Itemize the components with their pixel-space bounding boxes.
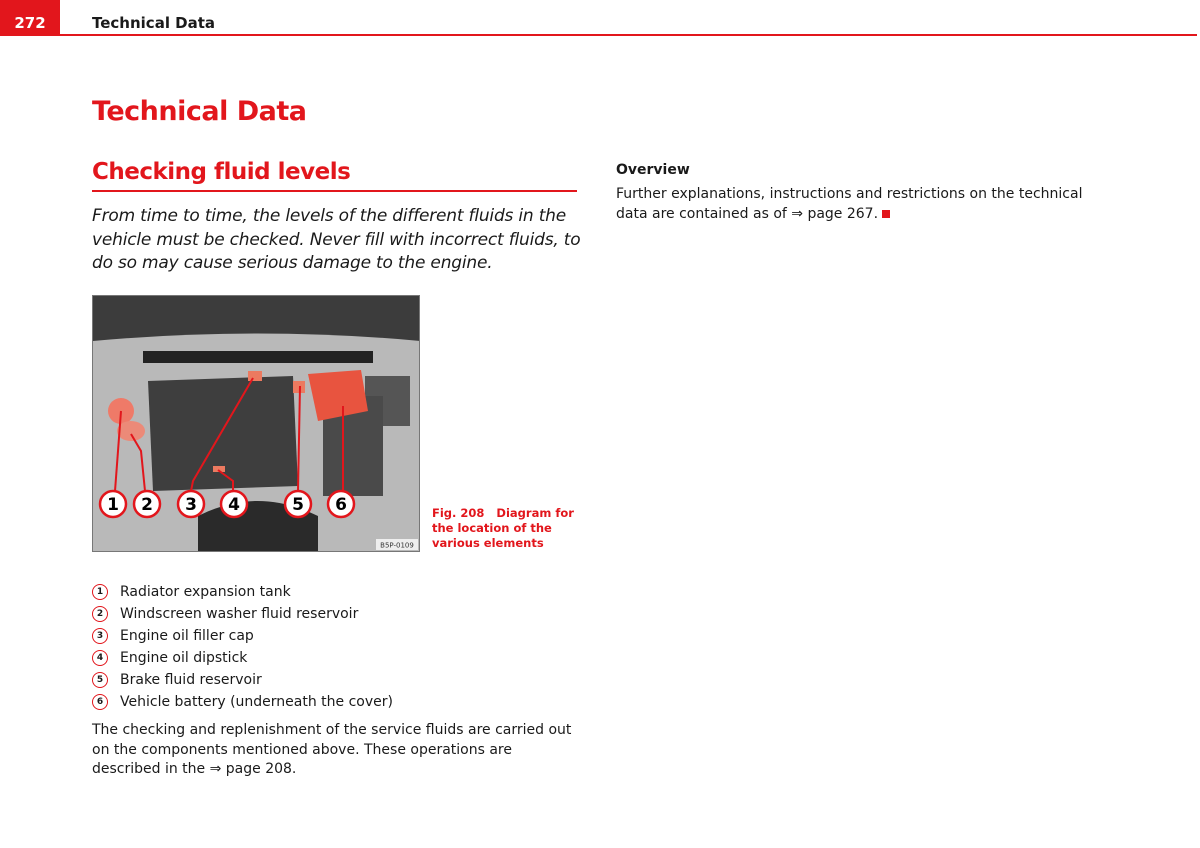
- overview-heading: Overview: [616, 162, 690, 178]
- list-item: [92, 625, 393, 647]
- number-badge: 4: [92, 650, 108, 666]
- number-badge: 2: [92, 606, 108, 622]
- number-badge: 3: [92, 628, 108, 644]
- section-heading: Checking fluid levels: [92, 159, 351, 185]
- svg-text:1: 1: [107, 495, 119, 515]
- list-item: [92, 691, 393, 713]
- callout-6: [328, 491, 354, 517]
- number-badge: 6: [92, 694, 108, 710]
- list-item: [92, 647, 393, 669]
- svg-text:4: 4: [228, 495, 240, 515]
- number-badge: 5: [92, 672, 108, 688]
- callout-1: [100, 491, 126, 517]
- item-label: Windscreen washer fluid reservoir: [120, 606, 359, 622]
- header-rule: [60, 34, 1197, 36]
- heading-rule: [92, 190, 577, 192]
- svg-text:3: 3: [185, 495, 197, 515]
- item-label: Engine oil dipstick: [120, 650, 248, 666]
- running-header: Technical Data: [92, 14, 216, 32]
- engine-bay-figure: [92, 295, 420, 552]
- list-item: [92, 603, 393, 625]
- list-item: [92, 581, 393, 603]
- svg-text:5: 5: [292, 495, 304, 515]
- overview-text: Further explanations, instructions and restrictions on the technical data are contained as of ⇒ page 267.: [616, 186, 1083, 222]
- item-label: Radiator expansion tank: [120, 584, 291, 600]
- item-label: Vehicle battery (underneath the cover): [120, 694, 393, 710]
- svg-text:6: 6: [335, 495, 347, 515]
- figure-code: B5P-0109: [380, 541, 414, 550]
- callout-3: [178, 491, 204, 517]
- callout-5: [285, 491, 311, 517]
- item-label: Engine oil filler cap: [120, 628, 254, 644]
- page-number: 272: [0, 0, 60, 36]
- callout-2: [134, 491, 160, 517]
- number-badge: 1: [92, 584, 108, 600]
- end-mark-icon: [882, 210, 890, 218]
- figure-caption: Fig. 208 Diagram for the location of the various elements: [432, 506, 578, 550]
- intro-text: From time to time, the levels of the different fluids in the vehicle must be checked. Never fill with incorrect fluids, to do so may cause serious damage to the engine.: [92, 206, 581, 273]
- svg-text:2: 2: [141, 495, 153, 515]
- callout-4: [221, 491, 247, 517]
- body-paragraph: The checking and replenishment of the service fluids are carried out on the components mentioned above. These operations are described in the ⇒ page 208.: [92, 722, 572, 777]
- overview-text-block: [616, 185, 1116, 224]
- page-title: Technical Data: [92, 96, 307, 127]
- item-label: Brake fluid reservoir: [120, 672, 262, 688]
- component-list: [92, 581, 393, 713]
- list-item: [92, 669, 393, 691]
